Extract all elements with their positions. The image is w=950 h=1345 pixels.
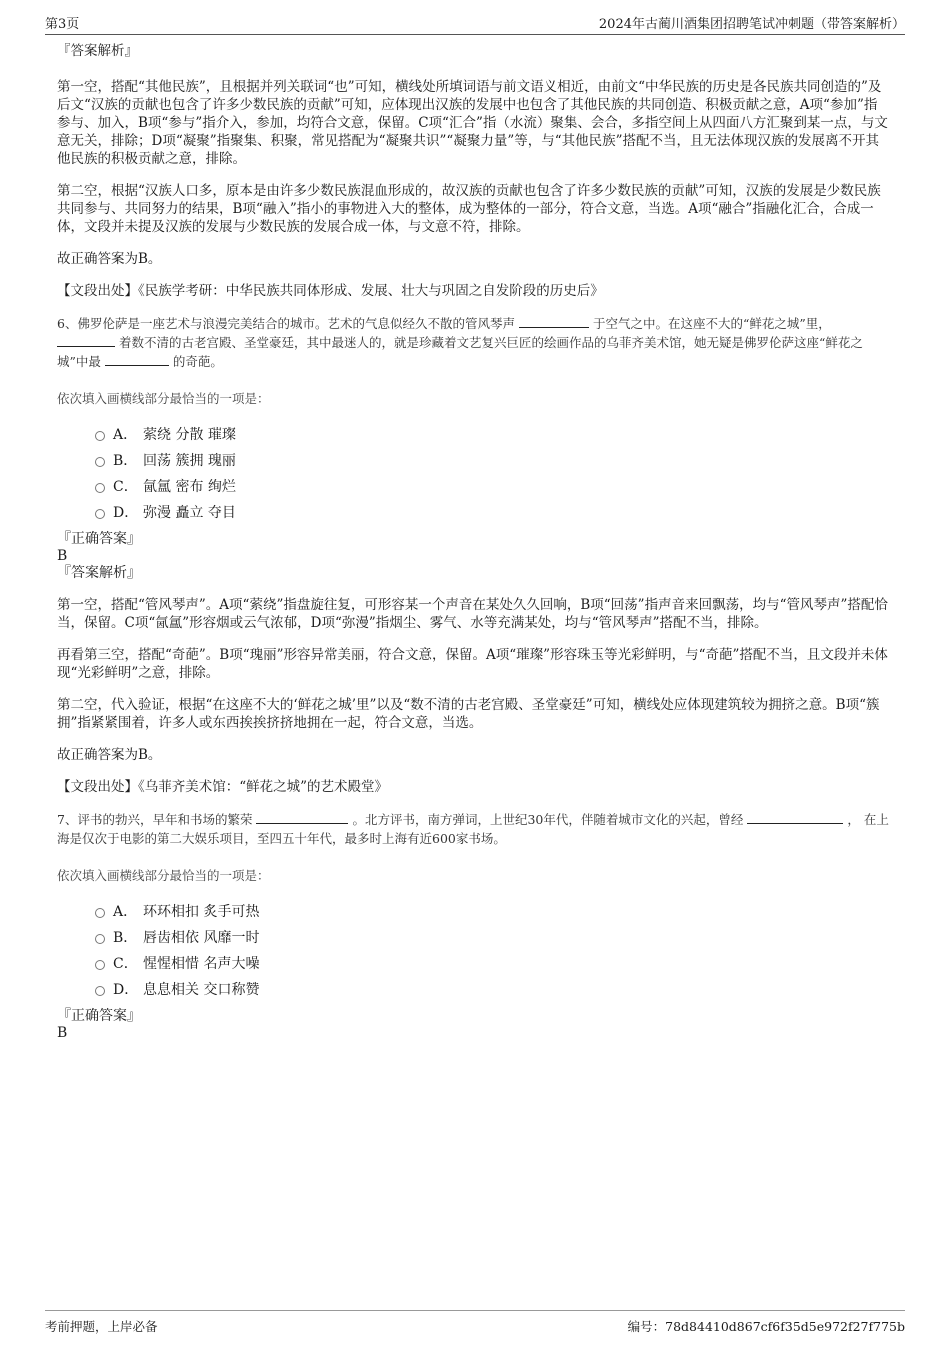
fill-blank bbox=[519, 314, 589, 328]
document-title: 2024年古蔺川酒集团招聘笔试冲刺题（带答案解析） bbox=[598, 17, 905, 32]
option-letter: D． bbox=[113, 982, 139, 998]
source-citation: 【文段出处】《乌菲齐美术馆：“鲜花之城”的艺术殿堂》 bbox=[57, 779, 389, 795]
page-footer bbox=[45, 1310, 905, 1335]
answer-conclusion: 故正确答案为B。 bbox=[57, 747, 162, 763]
analysis-paragraph: 再看第三空，搭配“奇葩”。B项“瑰丽”形容异常美丽，符合文意，保留。A项“璀璨”形容珠玉等光彩鲜明，与“奇葩”搭配不当，且文段并未体现“光彩鲜明”之意，排除。 bbox=[57, 647, 888, 681]
question-text-part: ， bbox=[847, 812, 860, 827]
question-7-options bbox=[95, 898, 890, 1002]
option-text: 回荡 簇拥 瑰丽 bbox=[143, 453, 236, 469]
option-letter: A． bbox=[113, 904, 138, 920]
question-instruction: 依次填入画横线部分最恰当的一项是： bbox=[57, 391, 270, 406]
question-7-text bbox=[57, 810, 890, 848]
option-letter: A． bbox=[113, 427, 138, 443]
option-text: 弥漫 矗立 夺目 bbox=[143, 505, 236, 521]
radio-icon[interactable] bbox=[95, 509, 105, 519]
question-6-text bbox=[57, 314, 890, 371]
option-letter: D． bbox=[113, 505, 139, 521]
analysis-paragraph: 第二空，根据“汉族人口多，原本是由许多少数民族混血形成的，故汉族的贡献也包含了许多少数民族的贡献”可知，汉族的发展是少数民族共同参与、共同努力的结果，B项“融入”指小的事物进入大的整体，成为整体的一部分，符合文意，当选。A项“融合”指融化汇合，合成一体，文段并未提及汉族的发展与少数民族的发展合成一体，与文意不符，排除。 bbox=[57, 183, 881, 235]
fill-blank bbox=[105, 352, 169, 366]
source-citation: 【文段出处】《民族学考研：中华民族共同体形成、发展、壮大与巩固之自发阶段的历史后》 bbox=[57, 283, 604, 299]
analysis-label: 『答案解析』 bbox=[57, 565, 141, 581]
option-text: 息息相关 交口称赞 bbox=[143, 982, 260, 998]
option-d[interactable] bbox=[95, 499, 890, 525]
option-text: 惺惺相惜 名声大噪 bbox=[143, 956, 260, 972]
analysis-paragraph: 第一空，搭配“管风琴声”。A项“萦绕”指盘旋往复，可形容某一个声音在某处久久回响，B项“回荡”指声音来回飘荡，均与“管风琴声”搭配恰当，保留。C项“氤氲”形容烟或云气浓郁，D项“弥漫”指烟尘、雾气、水等充满某处，均与“管风琴声”搭配不当，排除。 bbox=[57, 597, 888, 631]
question-text-part: 着数不清的古老宫殿、圣堂豪廷，其中最迷人的，就是珍藏着文艺复兴巨匠的绘画作品的乌菲齐美术馆，她无疑是佛罗伦萨这座“鲜花之城”中最 bbox=[57, 335, 863, 369]
option-text: 氤氲 密布 绚烂 bbox=[143, 479, 236, 495]
option-a[interactable] bbox=[95, 898, 890, 924]
option-c[interactable] bbox=[95, 473, 890, 499]
main-content bbox=[57, 42, 890, 1042]
footer-slogan: 考前押题，上岸必备 bbox=[45, 1319, 158, 1334]
fill-blank bbox=[747, 810, 843, 824]
page-header bbox=[45, 14, 905, 35]
question-instruction: 依次填入画横线部分最恰当的一项是： bbox=[57, 868, 270, 883]
option-d[interactable] bbox=[95, 976, 890, 1002]
option-a[interactable] bbox=[95, 421, 890, 447]
option-letter: B． bbox=[113, 453, 138, 469]
radio-icon[interactable] bbox=[95, 483, 105, 493]
radio-icon[interactable] bbox=[95, 431, 105, 441]
question-text-part: 于空气之中。在这座不大的“鲜花之城”里， bbox=[592, 316, 831, 331]
fill-blank bbox=[57, 333, 115, 347]
option-text: 唇齿相依 风靡一时 bbox=[143, 930, 260, 946]
correct-answer: B bbox=[57, 1025, 68, 1041]
option-letter: C． bbox=[113, 479, 138, 495]
radio-icon[interactable] bbox=[95, 960, 105, 970]
radio-icon[interactable] bbox=[95, 457, 105, 467]
option-letter: B． bbox=[113, 930, 138, 946]
correct-answer-label: 『正确答案』 bbox=[57, 1008, 141, 1024]
option-letter: C． bbox=[113, 956, 138, 972]
option-c[interactable] bbox=[95, 950, 890, 976]
option-text: 萦绕 分散 璀璨 bbox=[143, 427, 236, 443]
analysis-label: 『答案解析』 bbox=[57, 43, 138, 59]
question-text-part: 7、评书的勃兴，早年和书场的繁荣 bbox=[57, 812, 253, 827]
radio-icon[interactable] bbox=[95, 986, 105, 996]
radio-icon[interactable] bbox=[95, 908, 105, 918]
page-number: 第3页 bbox=[45, 17, 80, 32]
radio-icon[interactable] bbox=[95, 934, 105, 944]
correct-answer-label: 『正确答案』 bbox=[57, 531, 141, 547]
correct-answer: B bbox=[57, 548, 68, 564]
question-6-options bbox=[95, 421, 890, 525]
analysis-paragraph: 第一空，搭配“其他民族”，且根据并列关联词“也”可知，横线处所填词语与前文语义相近，由前文“中华民族的历史是各民族共同创造的”及后文“汉族的贡献也包含了许多少数民族的贡献”可知，应体现出汉族的发展中也包含了其他民族的共同创造、积极贡献之意，A项“参加”指参与、加入，B项“参与”指介入，参加，均符合文意，保留。C项“汇合”指（水流）聚集、会合，多指空间上从四面八方汇聚到某一点，与文意无关，排除；D项“凝聚”指聚集、积聚，常见搭配为“凝聚共识”“凝聚力量”等，与“其他民族”搭配不当，且无法体现汉族的发展离不开其他民族的积极贡献之意，排除。 bbox=[57, 79, 888, 167]
fill-blank bbox=[256, 810, 348, 824]
analysis-paragraph: 第二空，代入验证，根据“在这座不大的‘鲜花之城’里”以及“数不清的古老宫殿、圣堂豪廷”可知，横线处应体现建筑较为拥挤之意。B项“簇拥”指紧紧围着，许多人或东西挨挨挤挤地拥在一起，符合文意，当选。 bbox=[57, 697, 880, 731]
option-b[interactable] bbox=[95, 924, 890, 950]
answer-conclusion: 故正确答案为B。 bbox=[57, 251, 162, 267]
option-text: 环环相扣 炙手可热 bbox=[143, 904, 260, 920]
question-text-part: 的奇葩。 bbox=[172, 354, 223, 369]
document-id: 编号：78d84410d867cf6f35d5e972f27f775b bbox=[627, 1319, 905, 1334]
question-text-part: 在上海是仅次于电影的第二大娱乐项目，至四五十年代，最多时上海有近600家书场。 bbox=[57, 812, 889, 846]
question-text-part: 。北方评书，南方弹词，上世纪30年代，伴随着城市文化的兴起，曾经 bbox=[352, 812, 744, 827]
question-text-part: 6、佛罗伦萨是一座艺术与浪漫完美结合的城市。艺术的气息似经久不散的管风琴声 bbox=[57, 316, 515, 331]
option-b[interactable] bbox=[95, 447, 890, 473]
